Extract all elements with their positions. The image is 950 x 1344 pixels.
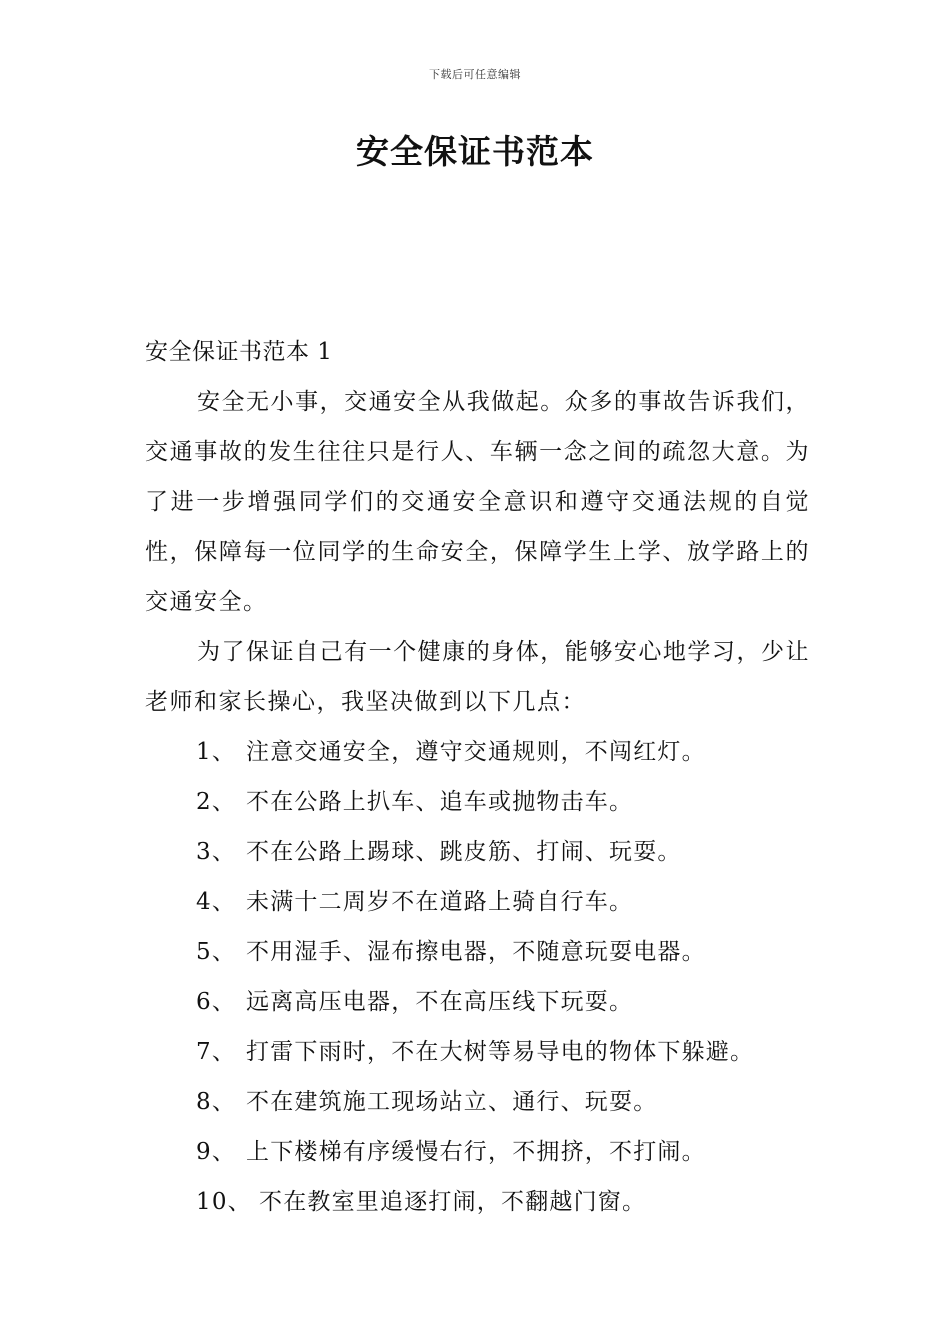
list-item-text: 不在教室里追逐打闹，不翻越门窗。 bbox=[259, 1189, 647, 1215]
paragraph: 安全无小事，交通安全从我做起。众多的事故告诉我们，交通事故的发生往往只是行人、车辆一念之间的疏忽大意。为了进一步增强同学们的交通安全意识和遵守交通法规的自觉性，保障每一位同学的生命安全，保障学生上学、放学路上的交通安全。 bbox=[145, 389, 810, 615]
list-item-text: 注意交通安全，遵守交通规则，不闯红灯。 bbox=[246, 739, 706, 765]
document-title: 安全保证书范本 bbox=[356, 132, 594, 171]
list-item-number: 1、 bbox=[196, 739, 237, 765]
list-item-text: 不在建筑施工现场站立、通行、玩耍。 bbox=[246, 1089, 658, 1115]
list-item-text: 不在公路上扒车、追车或抛物击车。 bbox=[246, 789, 634, 815]
list-item bbox=[145, 1177, 810, 1227]
list-item-number: 7、 bbox=[196, 1039, 237, 1065]
list-item-number: 2、 bbox=[196, 789, 237, 815]
list-item-text: 远离高压电器，不在高压线下玩耍。 bbox=[246, 989, 634, 1015]
list-item-number: 10、 bbox=[196, 1189, 252, 1215]
list-item bbox=[145, 877, 810, 927]
list-item bbox=[145, 1077, 810, 1127]
list-item bbox=[145, 927, 810, 977]
paragraph: 为了保证自己有一个健康的身体，能够安心地学习，少让老师和家长操心，我坚决做到以下几点： bbox=[145, 639, 810, 715]
list-item bbox=[145, 1027, 810, 1077]
list-item-text: 未满十二周岁不在道路上骑自行车。 bbox=[246, 889, 634, 915]
document-body bbox=[145, 327, 810, 1227]
list-item-number: 4、 bbox=[196, 889, 237, 915]
list-item-number: 8、 bbox=[196, 1089, 237, 1115]
section-heading: 安全保证书范本 1 bbox=[145, 339, 333, 365]
list-item bbox=[145, 827, 810, 877]
list-item bbox=[145, 1127, 810, 1177]
list-item-number: 3、 bbox=[196, 839, 237, 865]
list-item bbox=[145, 977, 810, 1027]
safety-pledge-list bbox=[145, 727, 810, 1227]
list-item bbox=[145, 727, 810, 777]
list-item bbox=[145, 777, 810, 827]
list-item-number: 6、 bbox=[196, 989, 237, 1015]
list-item-number: 9、 bbox=[196, 1139, 237, 1165]
list-item-text: 上下楼梯有序缓慢右行，不拥挤，不打闹。 bbox=[246, 1139, 706, 1165]
header-note: 下载后可任意编辑 bbox=[429, 68, 521, 81]
list-item-number: 5、 bbox=[196, 939, 237, 965]
list-item-text: 不用湿手、湿布擦电器，不随意玩耍电器。 bbox=[246, 939, 706, 965]
list-item-text: 打雷下雨时，不在大树等易导电的物体下躲避。 bbox=[246, 1039, 755, 1065]
list-item-text: 不在公路上踢球、跳皮筋、打闹、玩耍。 bbox=[246, 839, 682, 865]
